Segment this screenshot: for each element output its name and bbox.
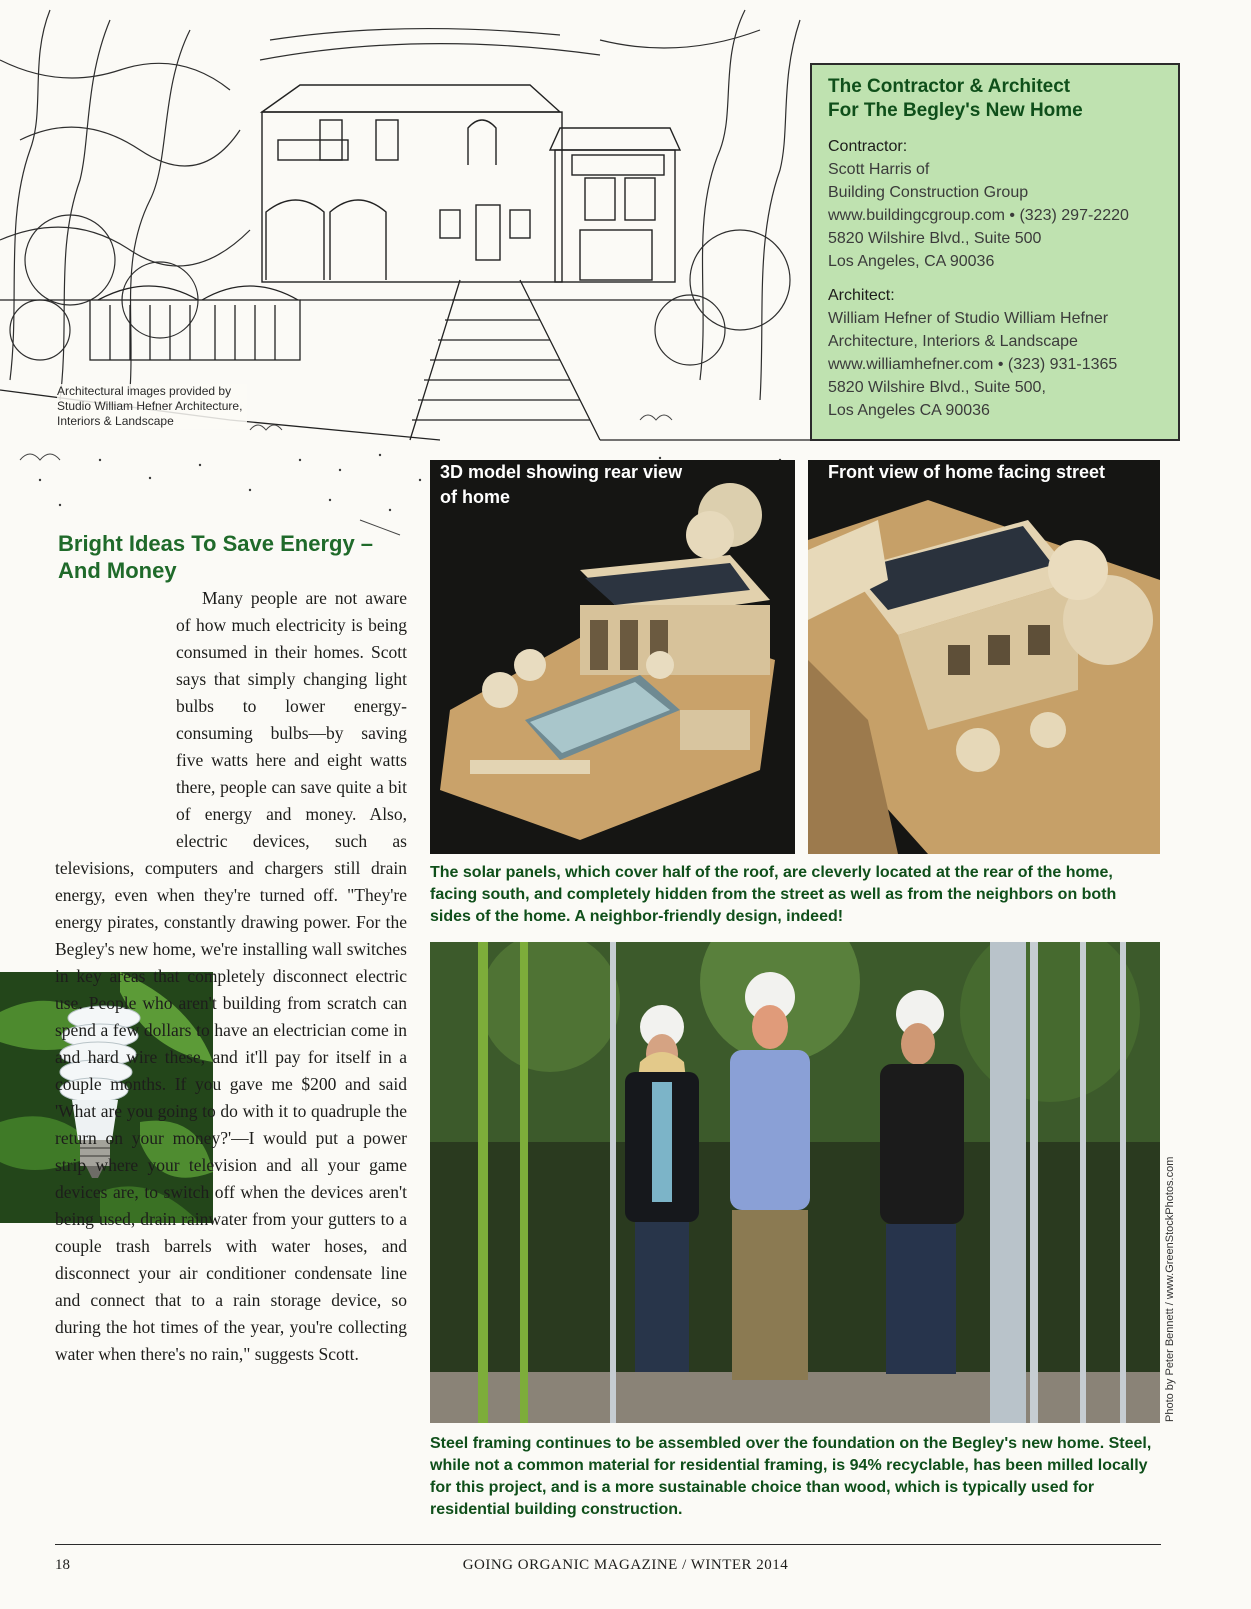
footer-divider [55, 1544, 1161, 1545]
model-rear-photo [430, 460, 795, 854]
contractor-city: Los Angeles, CA 90036 [828, 253, 995, 270]
model-front-photo [808, 460, 1160, 854]
contractor-label: Contractor: [828, 138, 908, 155]
photo-credit-text: Photo by Peter Bennett / www.GreenStockPhotos.com [1164, 1156, 1176, 1422]
contractor-contact: www.buildingcgroup.com • (323) 297-2220 [828, 207, 1129, 224]
contractor-company: Building Construction Group [828, 184, 1029, 201]
contractor-address: 5820 Wilshire Blvd., Suite 500 [828, 230, 1042, 247]
architect-address: 5820 Wilshire Blvd., Suite 500, [828, 379, 1046, 396]
credits-sidebar [810, 63, 1180, 441]
article-body-text: Many people are not aware of how much electricity is being consumed in their homes. Scott says that simply changing light bulbs to lower energy-consuming bulbs—by saving five watts here and eight watts there, people can save quite a bit of energy and money. Also, electric devices, such as televisions, computers and chargers still drain energy, even when they're turned off. "They're energy pirates, constantly drawing power. For the Begley's new home, we're installing wall switches in key areas that completely disconnect electric use. People who aren't building from scratch can spend a few dollars to have an electrician come in and hard wire these, and it'll pay for itself in a couple months. If you gave me $200 and said 'What are you going to do with it to quadruple the return on your money?'—I would put a power strip where your television and all your game devices are, to switch off when the devices aren't being used, drain rainwater from your gutters to a couple trash barrels with water hoses, and disconnect your air conditioner condensate line and connect that to a rain storage device, so during the hot times of the year, you're collecting water when there's no rain," suggests Scott. [55, 588, 407, 1364]
architect-firm: Architecture, Interiors & Landscape [828, 333, 1078, 350]
steel-caption: Steel framing continues to be assembled over the foundation on the Begley's new home. Steel, while not a common material for residential framing, is 94% recyclable, has been milled locally for this project, and is a more sustainable choice than wood, which is typically used for residential building construction. [430, 1435, 1152, 1518]
solar-caption: The solar panels, which cover half of the roof, are cleverly located at the rear of the home, facing south, and completely hidden from the street as well as from the neighbors on both sides of the home. A neighbor-friendly design, indeed! [430, 864, 1117, 925]
sidebar-title-line: For The Begley's New Home [828, 100, 1083, 121]
rear-photo-label: 3D model showing rear view of home [440, 462, 683, 507]
front-photo-label: Front view of home facing street [828, 462, 1106, 482]
footer-publication-title: GOING ORGANIC MAGAZINE / WINTER 2014 [462, 1557, 789, 1573]
article-heading: Bright Ideas To Save Energy – And Money [58, 531, 374, 583]
architect-contact: www.williamhefner.com • (323) 931-1365 [828, 356, 1118, 373]
sketch-credit: Architectural images provided by Studio William Hefner Architecture, Interiors & Landscape [57, 384, 247, 429]
architect-city: Los Angeles CA 90036 [828, 402, 990, 419]
sidebar-title-line: The Contractor & Architect [828, 76, 1071, 97]
bulb-photo-wrap [0, 585, 162, 836]
article-body [55, 585, 407, 1368]
architect-label: Architect: [828, 287, 895, 304]
architect-name: William Hefner of Studio William Hefner [828, 310, 1109, 327]
sidebar-title [828, 75, 1162, 123]
photo-credit [1162, 1092, 1182, 1452]
page-number: 18 [55, 1557, 70, 1573]
construction-team-photo [430, 942, 1160, 1423]
contractor-name: Scott Harris of [828, 161, 930, 178]
architectural-sketch [0, 0, 810, 540]
